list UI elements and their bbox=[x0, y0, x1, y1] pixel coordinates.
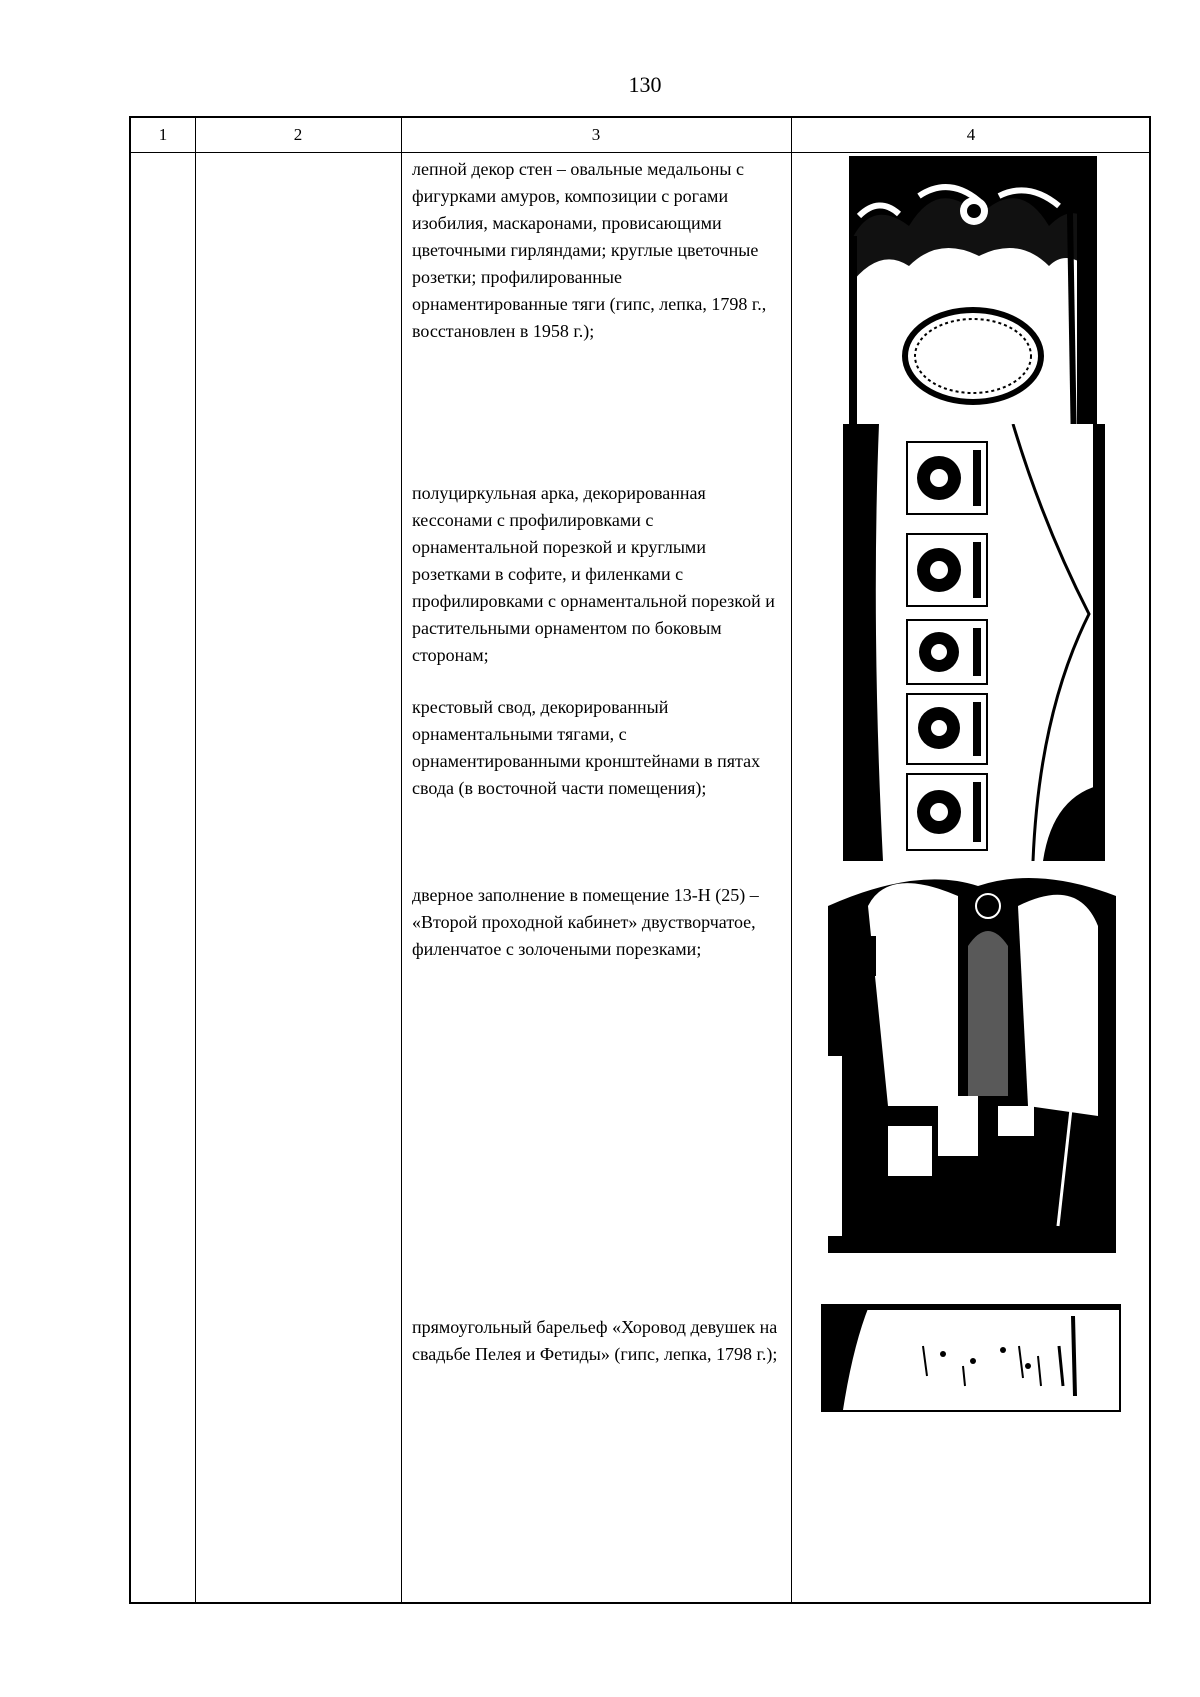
column-header-2: 2 bbox=[293, 125, 303, 144]
column-header-1: 1 bbox=[158, 125, 168, 144]
document-table bbox=[129, 116, 1151, 1604]
page-number: 130 bbox=[628, 72, 662, 97]
oval-medallion-photo bbox=[849, 156, 1097, 450]
description-entry: крестовый свод, декорированный орнаментальными тягами, с орнаментированными кронштейнами в пятах свода (в восточной части помещения); bbox=[412, 697, 761, 798]
description-entry: дверное заполнение в помещение 13-Н (25) – «Второй проходной кабинет» двустворчатое, филенчатое с золочеными порезками; bbox=[412, 885, 759, 959]
interior-doorway-photo bbox=[828, 866, 1116, 1253]
column-header-3: 3 bbox=[591, 125, 601, 144]
column-header-4: 4 bbox=[966, 125, 976, 144]
column-divider bbox=[401, 118, 402, 1602]
coffered-arch-photo bbox=[843, 424, 1105, 861]
description-entry: полуциркульная арка, декорированная кессонами с профилировками с орнаментальной порезкой и круглыми розетками в софите, и филенками с профилировками с орнаментальной порезкой и растительными орнаментом по боковым сторонам; bbox=[412, 483, 775, 665]
description-entry: прямоугольный барельеф «Хоровод девушек на свадьбе Пелея и Фетиды» (гипс, лепка, 1798 г.); bbox=[412, 1317, 778, 1364]
bas-relief-photo bbox=[821, 1304, 1121, 1412]
column-divider bbox=[791, 118, 792, 1602]
header-divider bbox=[131, 152, 1149, 153]
column-divider bbox=[195, 118, 196, 1602]
description-entry: лепной декор стен – овальные медальоны с фигурками амуров, композиции с рогами изобилия, маскаронами, провисающими цветочными гирляндами; круглые цветочные розетки; профилированные орнаментированные тяги (гипс, лепка, 1798 г., восстановлен в 1958 г.); bbox=[412, 159, 767, 341]
